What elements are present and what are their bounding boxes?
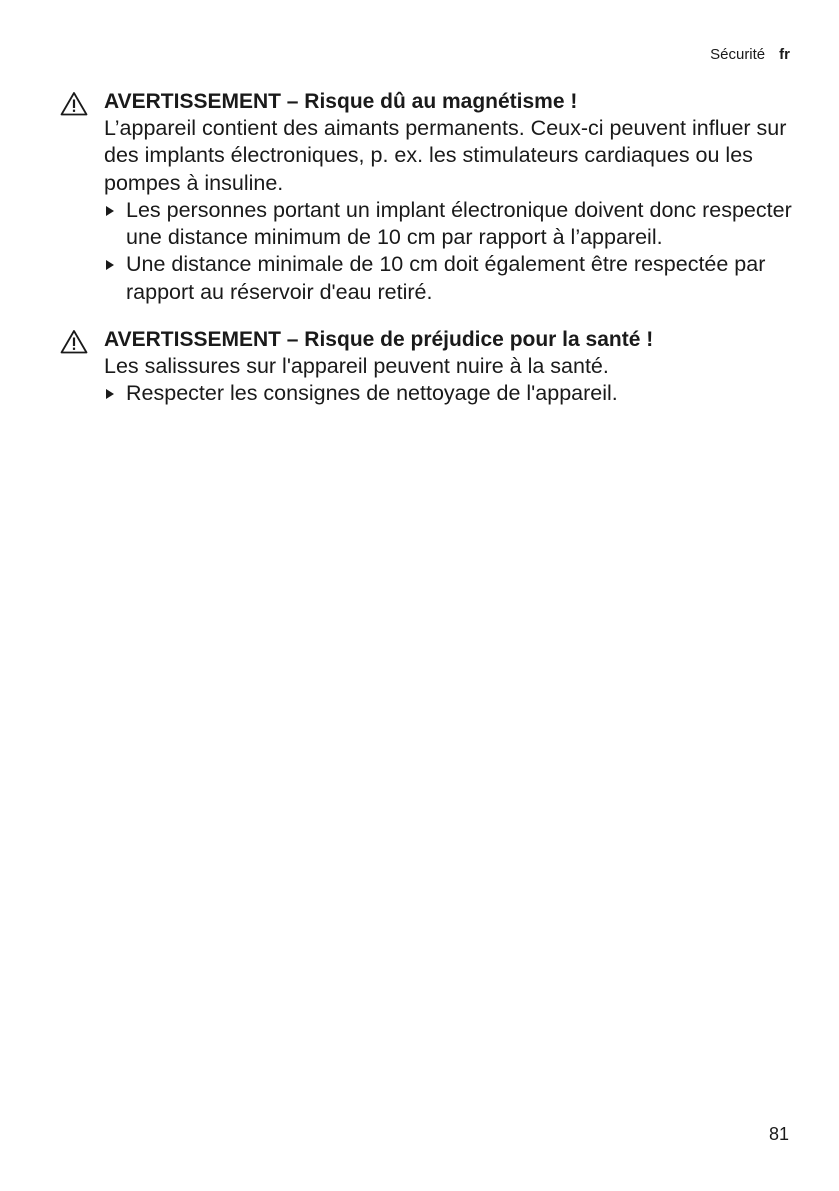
warning-text: L’appareil contient des aimants permanents. Ceux-ci peuvent influer sur des implants électroniques, p. ex. les stimulateurs cardiaques ou les pompes à insuline.: [104, 116, 787, 195]
action-step: [104, 380, 795, 407]
warnings-section: [60, 88, 795, 428]
action-step: [104, 251, 795, 306]
section-title: Sécurité: [710, 46, 766, 63]
warning-title: AVERTISSEMENT – Risque de préjudice pour la santé !: [104, 328, 654, 352]
action-steps: [104, 380, 795, 407]
step-text: Les personnes portant un implant électronique doivent donc respecter une distance minimum de 10 cm par rapport à l’appareil.: [126, 197, 792, 250]
language-code: fr: [779, 46, 790, 63]
step-text: Respecter les consignes de nettoyage de l'appareil.: [126, 381, 618, 406]
arrow-bullet-icon: [106, 389, 114, 399]
running-header: [710, 46, 790, 63]
action-step: [104, 197, 795, 252]
warning-text: Les salissures sur l'appareil peuvent nuire à la santé.: [104, 354, 609, 379]
warning-health: [60, 326, 795, 408]
warning-triangle-icon: [60, 329, 88, 354]
arrow-bullet-icon: [106, 260, 114, 270]
warning-triangle-icon: [60, 91, 88, 116]
arrow-bullet-icon: [106, 206, 114, 216]
page-number: 81: [768, 1124, 789, 1144]
warning-title: AVERTISSEMENT – Risque dû au magnétisme !: [104, 90, 578, 113]
warning-magnetism: [60, 88, 795, 306]
action-steps: [104, 197, 795, 306]
step-text: Une distance minimale de 10 cm doit également être respectée par rapport au réservoir d'eau retiré.: [126, 252, 766, 304]
